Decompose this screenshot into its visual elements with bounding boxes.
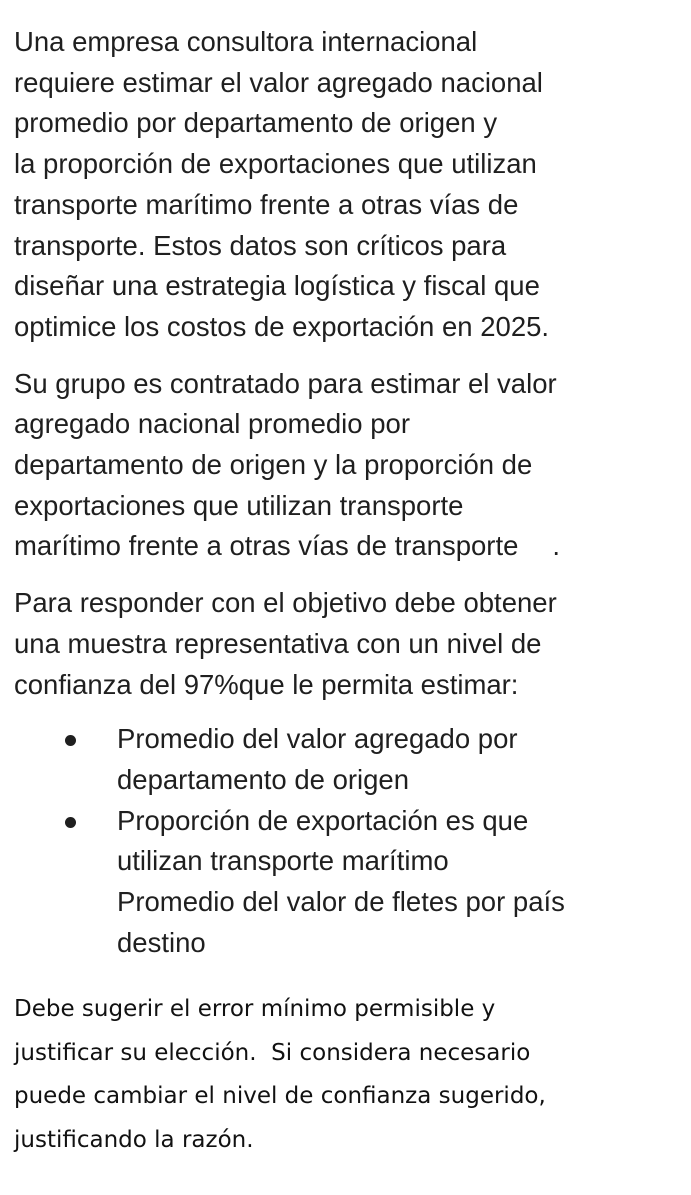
- text-line: exportaciones que utilizan transporte: [14, 489, 464, 521]
- text-line: diseñar una estrategia logística y fiscal que: [14, 270, 540, 302]
- text-line: optimice los costos de exportación en 2025.: [14, 310, 550, 342]
- text-line: justificar su elección. Si considera necesario: [14, 1039, 531, 1066]
- objective-paragraph: [14, 583, 677, 705]
- text-line: la proporción de exportaciones que utilizan: [14, 148, 537, 180]
- trailing-dot: .: [552, 530, 561, 562]
- text-line: Promedio del valor de fletes por país: [117, 886, 565, 918]
- text-line: una muestra representativa con un nivel de: [14, 627, 542, 659]
- text-line: marítimo frente a otras vías de transporte: [14, 530, 519, 562]
- text-line: Debe sugerir el error mínimo permisible y: [14, 996, 496, 1023]
- list-item: [117, 719, 677, 800]
- estimates-list: [14, 719, 677, 963]
- intro-paragraph: [14, 22, 677, 348]
- list-item: [117, 801, 677, 964]
- text-line-with-dot: [14, 526, 677, 567]
- text-line: requiere estimar el valor agregado nacional: [14, 66, 543, 98]
- text-line: transporte marítimo frente a otras vías de: [14, 188, 519, 220]
- text-line: Para responder con el objetivo debe obtener: [14, 587, 557, 619]
- text-line: Promedio del valor agregado por: [117, 723, 518, 755]
- text-line: departamento de origen: [117, 763, 410, 795]
- bullet-icon: [65, 735, 76, 746]
- text-line: promedio por departamento de origen y: [14, 107, 498, 139]
- text-line: agregado nacional promedio por: [14, 408, 410, 440]
- text-line: justificando la razón.: [14, 1126, 254, 1153]
- text-line: Su grupo es contratado para estimar el valor: [14, 367, 557, 399]
- assignment-paragraph: [14, 364, 677, 568]
- text-line: utilizan transporte marítimo: [117, 845, 449, 877]
- text-line: Una empresa consultora internacional: [14, 26, 478, 57]
- text-line: destino: [117, 926, 206, 958]
- bullet-icon: [65, 817, 76, 828]
- text-line: confianza del 97%que le permita estimar:: [14, 668, 519, 700]
- text-line: Proporción de exportación es que: [117, 804, 529, 836]
- text-line: departamento de origen y la proporción de: [14, 449, 533, 481]
- text-line: puede cambiar el nivel de confianza sugerido,: [14, 1083, 546, 1110]
- text-line: transporte. Estos datos son críticos para: [14, 229, 507, 261]
- closing-paragraph: [14, 988, 677, 1162]
